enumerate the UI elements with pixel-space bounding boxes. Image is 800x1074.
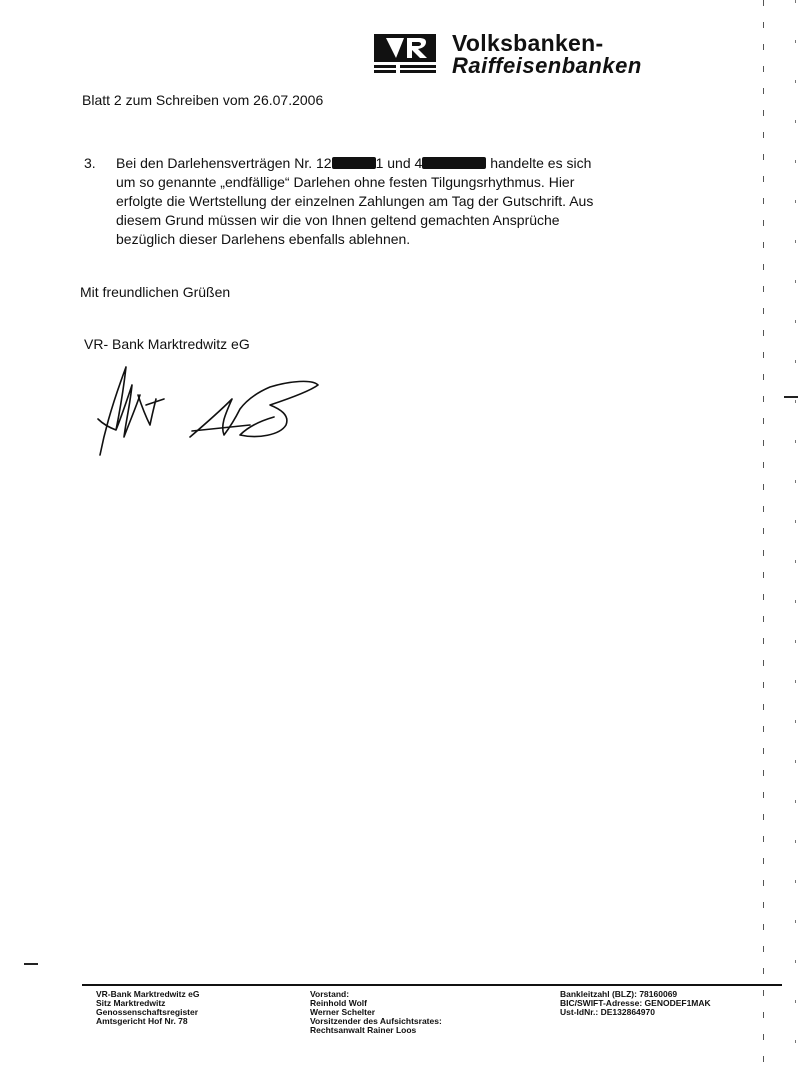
sheet-reference: Blatt 2 zum Schreiben vom 26.07.2006 [82, 92, 324, 108]
paragraph-text: handelte es sich [490, 155, 592, 171]
bank-logo [374, 30, 644, 80]
footer-board-info [310, 990, 442, 1035]
footer-text: Vorstand: [310, 989, 350, 999]
footer-text: VR-Bank Marktredwitz eG [96, 989, 200, 999]
scan-edge-mark [763, 0, 764, 1074]
handwritten-signatures [80, 355, 330, 465]
footer-bank-codes [560, 990, 711, 1017]
paragraph-text: 1 und 4 [375, 155, 423, 171]
footer-text: Werner Schelter [310, 1007, 376, 1017]
logo-text-line2: Raiffeisenbanken [452, 53, 642, 78]
paragraph-line: diesem Grund müssen wir die von Ihnen geltend gemachten Ansprüche [116, 212, 560, 228]
vr-bank-logo-icon [374, 34, 436, 74]
paragraph-line: erfolgte die Wertstellung der einzelnen Zahlungen am Tag der Gutschrift. Aus [116, 193, 594, 209]
redaction-block [422, 157, 486, 169]
footer-rule [82, 984, 782, 986]
paragraph-line [116, 154, 676, 173]
scan-fold-mark [784, 396, 798, 398]
footer-text: Bankleitzahl (BLZ): 78160069 [560, 989, 678, 999]
footer-text: Amtsgericht Hof Nr. 78 [96, 1016, 188, 1026]
bank-name-signature: VR- Bank Marktredwitz eG [84, 336, 250, 352]
footer-bank-info [96, 990, 199, 1026]
paragraph-line: bezüglich dieser Darlehens ebenfalls ablehnen. [116, 231, 411, 247]
footer-text: BIC/SWIFT-Adresse: GENODEF1MAK [560, 998, 711, 1008]
redaction-block [332, 157, 376, 169]
paragraph-line: um so genannte „endfällige“ Darlehen ohne festen Tilgungsrhythmus. Hier [116, 174, 575, 190]
scan-fold-mark [24, 963, 38, 965]
logo-text-line1: Volksbanken- [452, 30, 604, 56]
footer-text: Genossenschaftsregister [96, 1007, 199, 1017]
closing-greeting: Mit freundlichen Grüßen [80, 284, 231, 300]
paragraph-body [116, 154, 676, 249]
footer-text: Reinhold Wolf [310, 998, 367, 1008]
footer-text: Rechtsanwalt Rainer Loos [310, 1025, 417, 1035]
paragraph-text: Bei den Darlehensverträgen Nr. 12 [116, 155, 332, 171]
footer-text: Sitz Marktredwitz [96, 998, 166, 1008]
footer-text: Vorsitzender des Aufsichtsrates: [310, 1016, 442, 1026]
scan-edge-mark [795, 0, 796, 1074]
footer-text: Ust-IdNr.: DE132864970 [560, 1007, 655, 1017]
paragraph-number: 3. [84, 155, 96, 171]
